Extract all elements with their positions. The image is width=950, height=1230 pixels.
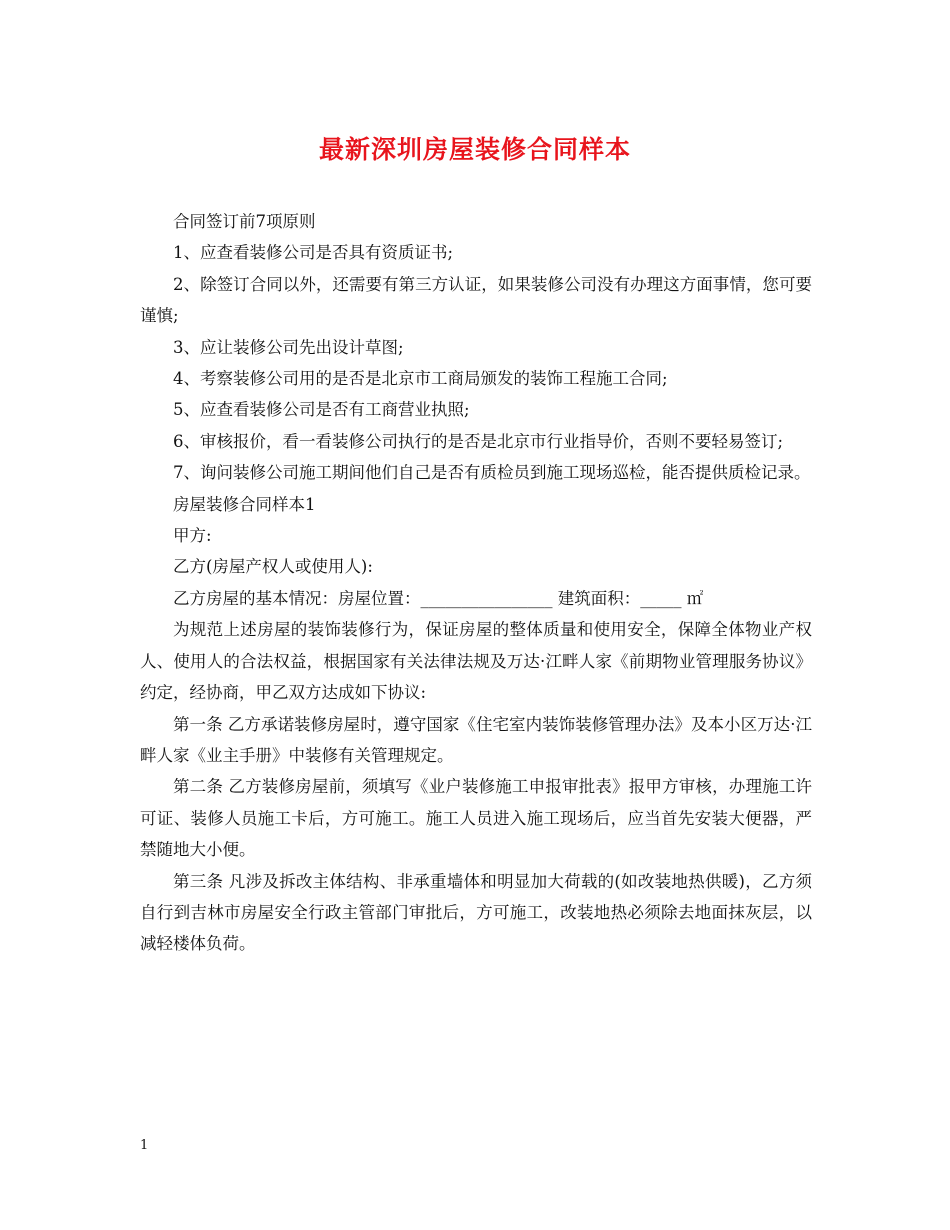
paragraph: 房屋装修合同样本1: [173, 494, 316, 514]
page-number: 1: [140, 1138, 149, 1153]
document-body: [140, 206, 812, 960]
paragraph: 3、应让装修公司先出设计草图;: [173, 337, 404, 357]
paragraph: 第二条 乙方装修房屋前，须填写《业户装修施工申报审批表》报甲方审核，办理施工许可证、装修人员施工卡后，方可施工。施工人员进入施工现场后，应当首先安装大便器，严禁随地大小便。: [140, 777, 812, 860]
paragraph: 合同签订前7项原则: [173, 212, 316, 231]
paragraph: 7、询问装修公司施工期间他们自己是否有质检员到施工现场巡检，能否提供质检记录。: [173, 463, 811, 483]
paragraph: 第一条 乙方承诺装修房屋时，遵守国家《住宅室内装饰装修管理办法》及本小区万达·江畔人家《业主手册》中装修有关管理规定。: [140, 714, 812, 765]
paragraph: 6、审核报价，看一看装修公司执行的是否是北京市行业指导价，否则不要轻易签订;: [173, 431, 784, 451]
paragraph: 甲方:: [173, 526, 212, 546]
paragraph: 第三条 凡涉及拆改主体结构、非承重墙体和明显加大荷载的(如改装地热供暖)，乙方须自行到吉林市房屋安全行政主管部门审批后，方可施工，改装地热必须除去地面抹灰层，以减轻楼体负荷。: [140, 871, 812, 954]
paragraph: 为规范上述房屋的装饰装修行为，保证房屋的整体质量和使用安全，保障全体物业产权人、使用人的合法权益，根据国家有关法律法规及万达·江畔人家《前期物业管理服务协议》约定，经协商，甲乙双方达成如下协议:: [140, 620, 812, 703]
paragraph: 5、应查看装修公司是否有工商营业执照;: [173, 400, 470, 420]
paragraph: 4、考察装修公司用的是否是北京市工商局颁发的装饰工程施工合同;: [173, 369, 668, 389]
paragraph: 乙方(房屋产权人或使用人):: [173, 557, 373, 577]
paragraph: 乙方房屋的基本情况：房屋位置：________________ 建筑面积：_____ ㎡: [173, 588, 704, 608]
paragraph: 2、除签订合同以外，还需要有第三方认证，如果装修公司没有办理这方面事情，您可要谨慎;: [140, 274, 812, 326]
paragraph: 1、应查看装修公司是否具有资质证书;: [173, 243, 454, 263]
document-title: 最新深圳房屋装修合同样本: [318, 135, 631, 164]
